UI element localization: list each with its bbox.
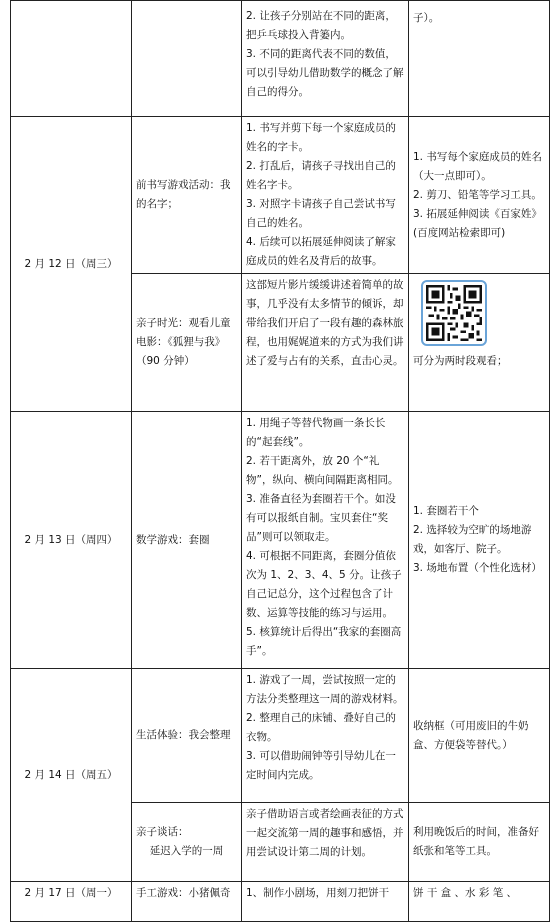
schedule-table <box>10 0 550 922</box>
materials-line: 1. 套圈若干个 <box>413 505 479 517</box>
materials-line: 3. 拓展延伸阅读《百家姓》(百度网站检索即可) <box>413 207 542 239</box>
activity-cell <box>132 803 242 882</box>
content-line: 1. 书写并剪下每一个家庭成员的姓名的字卡。 <box>246 122 396 153</box>
content-line: 4. 后续可以拓展延伸阅读了解家庭成员的姓名及背后的故事。 <box>246 236 396 267</box>
materials-cell: 饼 干 盒 、水 彩 笔 、 <box>409 882 550 922</box>
table-row <box>11 882 550 922</box>
activity-cell: 数学游戏：套圈 <box>132 412 242 669</box>
date-cell: 2 月 14 日（周五） <box>11 669 132 882</box>
materials-line: 2. 剪刀、铅笔等学习工具。 <box>413 188 542 201</box>
content-line: 3. 准备直径为套圈若干个。如没有可以报纸自制。宝贝套住“奖品”则可以领取走。 <box>246 493 396 543</box>
activity-cell: 前书写游戏活动：我的名字； <box>132 117 242 274</box>
content-cell <box>242 117 409 274</box>
materials-text: 利用晚饭后的时间，准备好纸张和笔等工具。 <box>413 826 539 857</box>
activity-cell: 生活体验：我会整理 <box>132 669 242 803</box>
content-line: 3. 可以借助闹钟等引导幼儿在一定时间内完成。 <box>246 750 396 781</box>
content-line: 1. 游戏了一周，尝试按照一定的方法分类整理这一周的游戏材料。 <box>246 674 404 705</box>
date-cell: 2 月 17 日（周一） <box>11 882 132 922</box>
content-cell <box>242 1 409 117</box>
materials-cell <box>409 117 550 274</box>
content-line: 2. 整理自己的床铺、叠好自己的衣物。 <box>246 712 396 743</box>
qr-code-graphic <box>426 285 482 341</box>
content-cell <box>242 412 409 669</box>
table-row <box>11 1 550 117</box>
content-cell <box>242 803 409 882</box>
activity-line: 亲子谈话： <box>136 826 189 838</box>
activity-cell: 手工游戏：小猪佩奇 <box>132 882 242 922</box>
materials-text: 收纳框（可用废旧的牛奶盒、方便袋等替代。） <box>413 719 529 751</box>
materials-line: 1. 书写每个家庭成员的姓名（大一点即可）。 <box>413 150 542 182</box>
activity-cell <box>132 1 242 117</box>
content-line: 2. 若干距离外，放 20 个“礼物”，纵向、横向间隔距离相同。 <box>246 455 399 486</box>
qr-code-icon[interactable] <box>421 280 487 346</box>
materials-line: 2. 选择较为空旷的场地游戏，如客厅、院子。 <box>413 524 532 555</box>
materials-cell <box>409 803 550 882</box>
content-line: 4. 可根据不同距离，套圈分值依次为 1、2、3、4、5 分。让孩子自己记总分，这个过程包含了计数、运算等技能的练习与运用。 <box>246 550 402 619</box>
table-row <box>11 412 550 669</box>
materials-cell <box>409 1 550 117</box>
content-cell: 1、制作小剧场，用刻刀把饼干 <box>242 882 409 922</box>
activity-cell: 亲子时光：观看儿童电影：《狐狸与我》（90 分钟） <box>132 274 242 412</box>
content-line: 1. 用绳子等替代物画一条长长的“起套线”。 <box>246 417 386 448</box>
content-line: 3. 不同的距离代表不同的数值，可以引导幼儿借助数学的概念了解自己的得分。 <box>246 48 404 98</box>
table-row <box>11 669 550 803</box>
materials-text: 子）。 <box>413 12 440 24</box>
date-cell <box>11 1 132 117</box>
content-line: 5. 核算统计后得出“我家的套圈高手”。 <box>246 626 402 657</box>
content-text: 这部短片影片缓缓讲述着简单的故事，几乎没有太多情节的倾诉，却带给我们开启了一段有趣的森林旅程，也用娓娓道来的方式为我们讲述了爱与占有的关系，直击心灵。 <box>246 279 404 367</box>
content-line: 2. 让孩子分别站在不同的距离，把乒乓球投入背篓内。 <box>246 10 396 41</box>
content-line: 3. 对照字卡请孩子自己尝试书写自己的姓名。 <box>246 198 396 229</box>
materials-cell <box>409 669 550 803</box>
activity-line: 延迟入学的一周 <box>149 845 224 857</box>
date-cell: 2 月 13 日（周四） <box>11 412 132 669</box>
materials-cell <box>409 412 550 669</box>
table-row <box>11 117 550 274</box>
content-cell <box>242 669 409 803</box>
materials-cell <box>409 274 550 412</box>
content-cell <box>242 274 409 412</box>
content-line: 2. 打乱后，请孩子寻找出自己的姓名字卡。 <box>246 160 396 191</box>
materials-line: 3. 场地布置（个性化选材） <box>413 562 542 574</box>
date-cell: 2 月 12 日（周三） <box>11 117 132 412</box>
materials-text: 可分为两时段观看； <box>413 355 508 367</box>
content-text: 亲子借助语言或者绘画表征的方式一起交流第一周的趣事和感悟，并用尝试设计第二周的计划。 <box>246 808 404 858</box>
